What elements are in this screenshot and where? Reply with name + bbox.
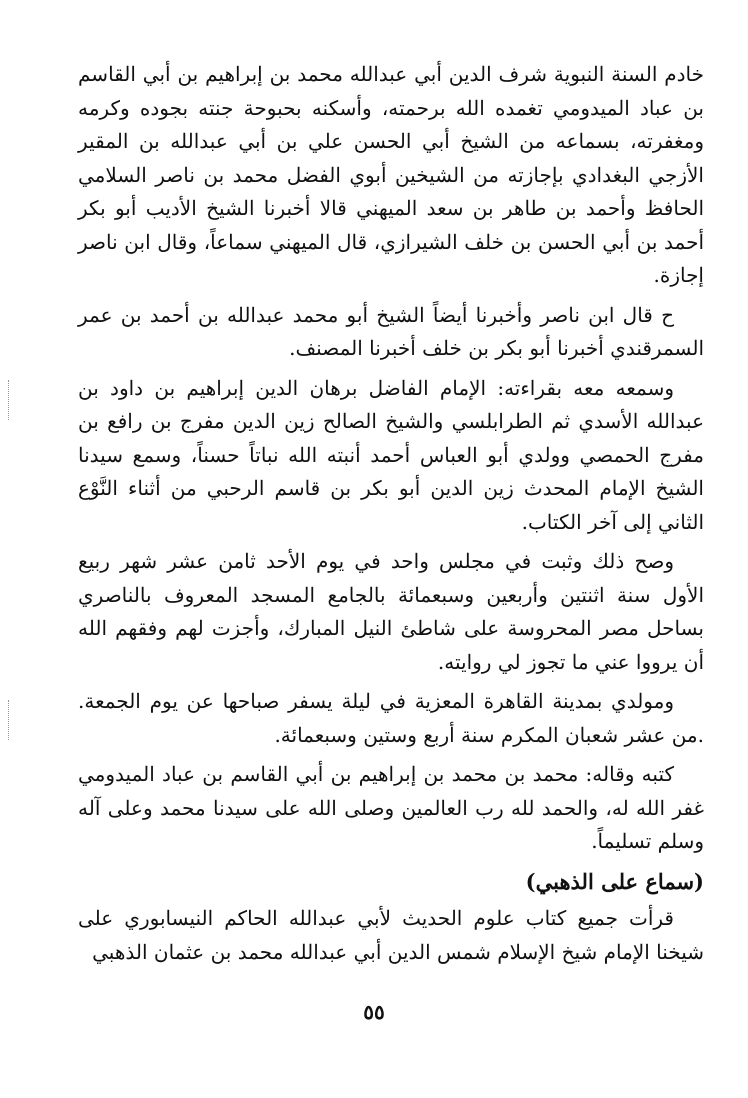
page-number: ٥٥ [363,1000,385,1024]
margin-dots [8,380,11,420]
paragraph-4: وصح ذلك وثبت في مجلس واحد في يوم الأحد ثامن عشر شهر ربيع الأول سنة اثنتين وأربعين وسبعمائة بالجامع المسجد المعروف بالناصري بساحل مصر المحروسة على شاطئ النيل المبارك، وأجزت لهم وفقهم الله أن يرووا عني ما تجوز لي روايته. [78,549,704,674]
paragraph-5: ومولدي بمدينة القاهرة المعزية في ليلة يسفر صباحها عن يوم الجمعة. .من عشر شعبان المكرم سنة أربع وستين وسبعمائة. [78,689,704,747]
paragraph-2: ح قال ابن ناصر وأخبرنا أيضاً الشيخ أبو محمد عبدالله بن أحمد بن عمر السمرقندي أخبرنا أبو بكر بن خلف أخبرنا المصنف. [78,302,704,360]
paragraph-3: وسمعه معه بقراءته: الإمام الفاضل برهان الدين إبراهيم بن داود بن عبدالله الأسدي ثم الطرابلسي والشيخ الصالح زين الدين مفرج بن رافع بن مفرج الحمصي وولدي أبو العباس أحمد أنبته الله نباتاً حسناً، وسمع سيدنا الشيخ الإمام المحدث زين الدين أبو بكر بن قاسم الرحبي من أثناء النَّوْع الثاني إلى آخر الكتاب. [78,375,705,534]
paragraph-6: كتبه وقاله: محمد بن محمد بن إبراهيم بن أبي القاسم بن عباد الميدومي غفر الله له، والحمد لله رب العالمين وصلى الله على سيدنا محمد وعلى آله وسلم تسليماً. [78,762,704,853]
final-paragraph: قرأت جميع كتاب علوم الحديث لأبي عبدالله الحاكم النيسابوري على شيخنا الإمام شيخ الإسلام شمس الدين أبي عبدالله محمد بن عثمان الذهبي [78,906,704,964]
body-text [78,58,704,975]
paragraph-1: خادم السنة النبوية شرف الدين أبي عبدالله محمد بن إبراهيم بن أبي القاسم بن عباد الميدومي تغمده الله برحمته، وأسكنه بحبوحة جنته بجوده وكرمه ومغفرته، بسماعه من الشيخ أبي الحسن علي بن أبي عبدالله بن المقير الأزجي البغدادي بإجازته من الشيخين أبوي الفضل محمد بن ناصر السلامي الحافظ وأحمد بن طاهر بن سعد الميهني قالا أخبرنا الشيخ الأديب أبو بكر أحمد بن أبي الحسن بن خلف الشيرازي، قال الميهني سماعاً، وقال ابن ناصر إجازة. [78,62,704,287]
section-heading: (سماع على الذهبي) [525,868,704,894]
margin-dots [8,700,11,740]
